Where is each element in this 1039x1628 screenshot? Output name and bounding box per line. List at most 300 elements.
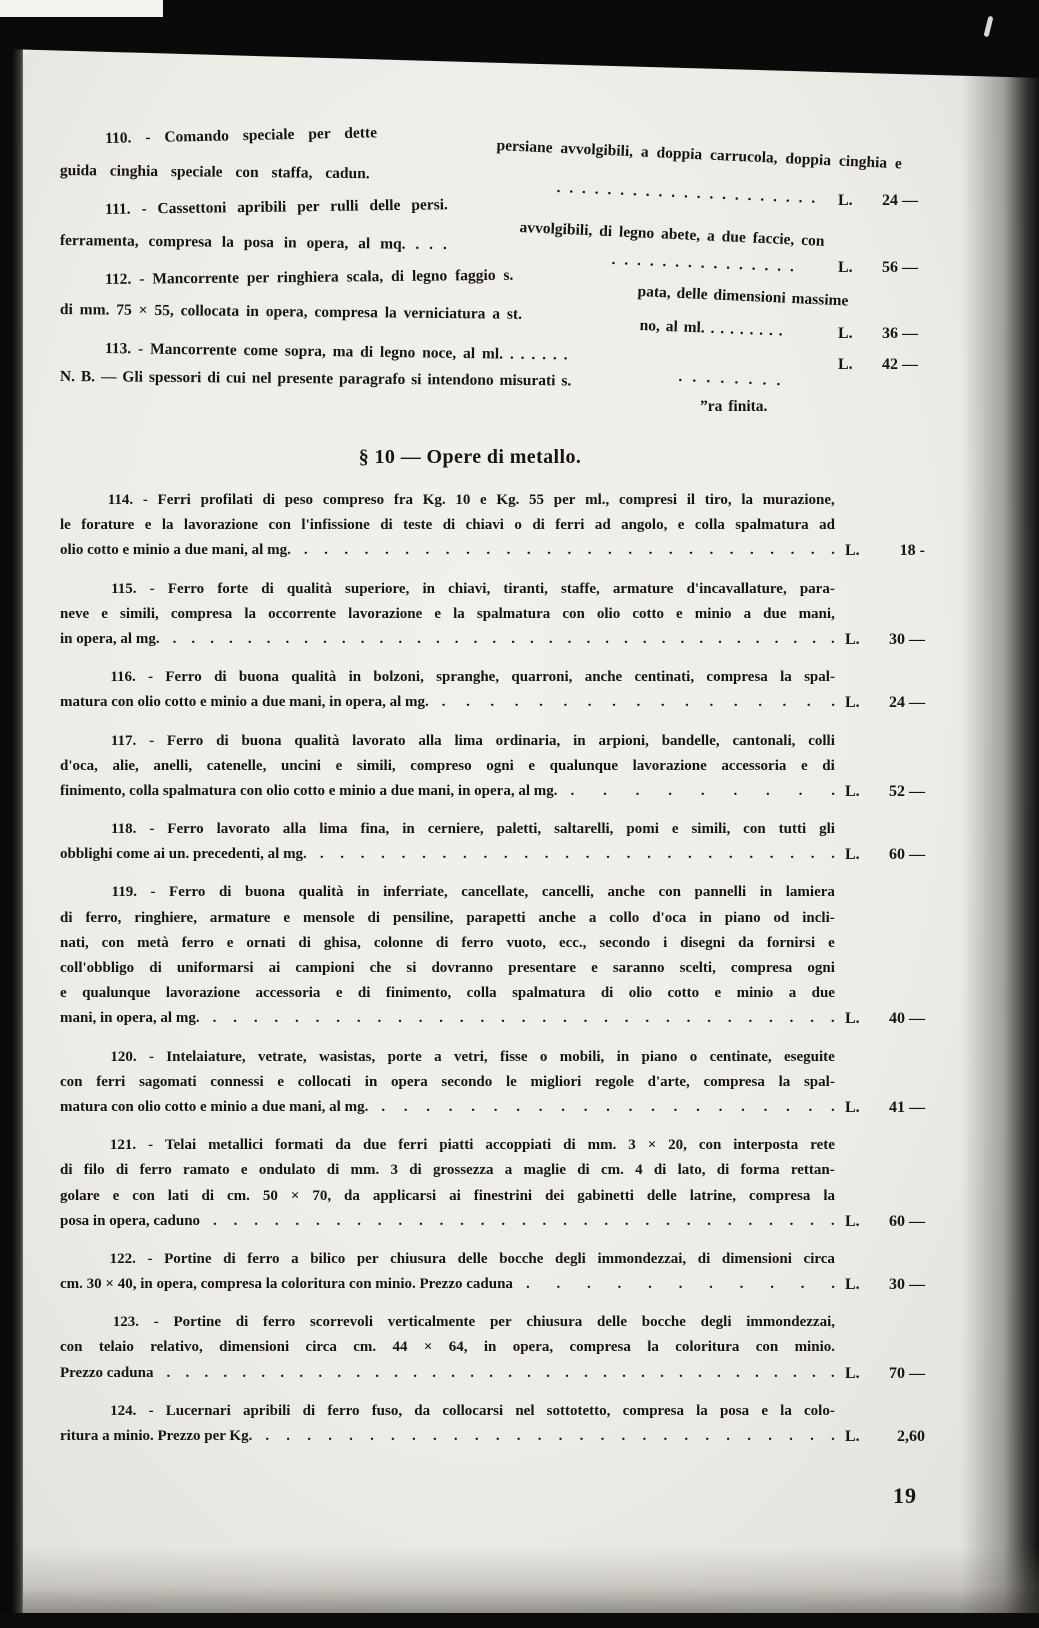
first-line-indent — [60, 1247, 98, 1272]
word: la — [741, 492, 753, 508]
word: disegni — [680, 934, 726, 951]
leader-dot: . — [789, 1428, 793, 1444]
word: 20, — [668, 1137, 687, 1154]
leader-dot: . — [295, 1212, 300, 1229]
leader-dot: . — [567, 542, 572, 559]
intro-line: 111. - Cassettoni apribili per rulli delle persi. — [105, 196, 449, 218]
leader-dot: . — [233, 1212, 238, 1229]
word: - — [148, 669, 154, 686]
leader-dot: . — [454, 630, 459, 647]
dot-leader — [213, 1209, 835, 1234]
word: 44 — [392, 1339, 408, 1356]
intro-line: 112. - Mancorrente per ringhiera scala, di legno faggio s. — [105, 266, 514, 288]
leader-dot: . — [811, 1364, 816, 1381]
item-price — [845, 690, 925, 715]
word: d'incavallature, — [686, 580, 787, 597]
price-value: 24 — — [889, 694, 925, 712]
leader-dot: . — [680, 630, 685, 647]
leader-dot: . — [790, 542, 795, 559]
word: fisse — [500, 1048, 528, 1065]
word: di — [577, 1162, 590, 1179]
leader-dot: . — [418, 1010, 423, 1027]
price-currency: L. — [845, 1098, 860, 1116]
word: opera — [391, 1073, 428, 1090]
word: lavorazione — [632, 757, 707, 774]
item-line — [60, 906, 835, 931]
item-price — [845, 1361, 925, 1386]
word: e — [226, 934, 234, 951]
dot-leader: · · · · · · · · — [677, 372, 784, 394]
word: e — [671, 821, 679, 838]
intro-line: no, al ml. . . . . . . . . — [639, 317, 784, 340]
leader-dot: . — [295, 1010, 299, 1027]
word: e — [335, 757, 343, 774]
word: armature — [612, 580, 674, 597]
leader-dot: . — [459, 1010, 464, 1027]
intro-price — [838, 325, 918, 343]
leader-dot: . — [774, 630, 779, 647]
price-value: 70 — — [889, 1364, 925, 1382]
word: para- — [799, 580, 835, 597]
word: colli — [808, 732, 835, 749]
word: colo- — [804, 1402, 835, 1419]
item-line — [60, 931, 835, 956]
leader-dot: . — [709, 542, 714, 559]
word: arpioni, — [598, 732, 649, 749]
item-line — [60, 513, 835, 538]
tariff-item-115 — [60, 577, 925, 653]
item-line — [60, 1006, 835, 1031]
leader-dot: . — [624, 1212, 629, 1229]
word: la — [161, 517, 174, 534]
word: applicarsi — [372, 1187, 437, 1204]
word: i — [663, 934, 668, 951]
word: cantonali, — [732, 732, 796, 749]
leader-dot: . — [341, 630, 346, 647]
word: presentare — [508, 960, 576, 976]
leader-dot: . — [628, 1098, 633, 1115]
leader-dot: . — [563, 1212, 567, 1229]
leader-dot: . — [526, 542, 531, 559]
word: tutti — [778, 821, 807, 838]
leader-dot: . — [786, 1098, 790, 1115]
leader-dot: . — [524, 846, 529, 863]
word: occorrente — [268, 605, 337, 622]
leader-dot: . — [766, 782, 770, 799]
word: secondo — [599, 934, 651, 951]
leader-dot: . — [435, 630, 440, 647]
leader-dot: . — [539, 694, 543, 711]
item-line — [60, 627, 835, 652]
tariff-item-124 — [60, 1399, 925, 1449]
word: ondulato — [258, 1162, 316, 1179]
leader-dot: . — [810, 846, 815, 863]
first-line-indent — [60, 1045, 98, 1070]
word: 122. — [109, 1250, 136, 1267]
item-text — [60, 817, 835, 867]
leader-dot: . — [565, 846, 569, 863]
word: spalmatura — [476, 605, 551, 622]
word: di — [409, 1162, 422, 1179]
leader-dot: . — [583, 1010, 588, 1027]
item-price — [845, 1209, 925, 1234]
word: di — [216, 732, 229, 749]
word: chiavi, — [448, 580, 491, 597]
leader-dot: . — [769, 1010, 773, 1027]
leader-dot: . — [624, 630, 628, 647]
leader-dot: . — [379, 630, 384, 647]
leader-dot: . — [583, 1212, 588, 1229]
leader-dot: . — [525, 1276, 530, 1293]
word: Portine — [164, 1250, 212, 1267]
word: la — [453, 605, 465, 622]
word: peso — [284, 492, 314, 508]
dot-leader — [570, 779, 835, 804]
leader-dot: . — [806, 694, 811, 711]
leader-dot: . — [699, 630, 704, 647]
word: ad — [594, 517, 611, 534]
word: lima — [454, 732, 483, 749]
word: spal- — [803, 1073, 835, 1090]
word: regole — [595, 1073, 634, 1090]
word: gabinetti — [577, 1187, 634, 1204]
word: a — [434, 1048, 442, 1065]
item-line-text: matura con olio cotto e minio a due mani, al mg. — [60, 1098, 369, 1115]
leader-dot: . — [628, 542, 633, 559]
word: Intelaiature, — [166, 1048, 246, 1065]
leader-dot: . — [679, 1364, 683, 1381]
word: pensiline, — [392, 909, 454, 926]
dot-leader: . . . . . . . . . . . . . . . . . . . . . — [556, 179, 819, 207]
leader-dot: . — [831, 782, 835, 799]
word: bocche — [499, 1250, 544, 1267]
leader-dot: . — [648, 542, 653, 559]
leader-dot: . — [486, 542, 491, 559]
word: spalmatura — [735, 517, 809, 534]
leader-dot: . — [728, 846, 733, 863]
price-currency: L. — [845, 630, 860, 648]
leader-dot: . — [668, 782, 673, 799]
word: di — [262, 492, 276, 508]
word: incli- — [802, 909, 835, 926]
price-value: 30 — — [889, 1276, 925, 1294]
word: 50 — [262, 1187, 278, 1204]
leader-dot: . — [537, 1428, 542, 1444]
first-line-indent — [60, 1133, 98, 1158]
word: compresa — [569, 1339, 631, 1356]
price-currency: L. — [845, 1212, 860, 1230]
intro-line: pata, delle dimensioni massime — [637, 283, 849, 310]
leader-dot: . — [384, 542, 389, 559]
word: o — [539, 1048, 548, 1065]
price-value: 42 — — [882, 356, 918, 373]
word: compresa — [622, 1402, 684, 1419]
item-price — [845, 779, 925, 804]
word: la — [696, 1402, 708, 1419]
word: ferro — [263, 1314, 296, 1331]
word: relativo, — [150, 1339, 203, 1356]
leader-dot: . — [546, 1364, 550, 1381]
leader-dot: . — [685, 694, 689, 711]
leader-dot: . — [789, 1010, 794, 1027]
leader-dot: . — [603, 1364, 607, 1381]
word: l'infissione — [301, 517, 370, 534]
word: Kg. — [496, 492, 520, 508]
price-currency: L. — [845, 694, 860, 712]
word: quarroni, — [511, 669, 573, 686]
leader-dot: . — [729, 542, 734, 559]
leader-dot: . — [266, 630, 271, 647]
page-content — [60, 0, 925, 1628]
word: ecc., — [558, 934, 587, 951]
word: ferro, — [85, 909, 122, 926]
word: ramato — [183, 1162, 230, 1179]
intro-line: avvolgibili, di legno abete, a due faccie, con — [519, 219, 825, 250]
leader-dot: . — [542, 1010, 547, 1027]
leader-dot: . — [663, 1428, 668, 1444]
leader-dot: . — [439, 1010, 444, 1027]
intro-line: ferramenta, compresa la posa in opera, al mq. . . . — [59, 232, 447, 254]
word: la — [823, 1187, 835, 1204]
leader-dot: . — [624, 1010, 629, 1027]
leader-dot: . — [668, 542, 673, 559]
leader-dot: . — [718, 1098, 723, 1115]
word: la — [778, 1073, 791, 1090]
word: mensole — [302, 909, 355, 926]
word: cm. — [227, 1187, 250, 1204]
word: con — [60, 1073, 83, 1090]
leader-dot: . — [707, 1212, 712, 1229]
leader-dot: . — [684, 1428, 689, 1444]
leader-dot: . — [736, 1364, 740, 1381]
leader-dot: . — [768, 1428, 772, 1444]
word: a — [504, 1162, 513, 1179]
price-value: 30 — — [889, 630, 925, 648]
first-line-indent — [60, 665, 98, 690]
word: migliori — [530, 1073, 582, 1090]
word: lavorato — [216, 821, 270, 838]
word: in — [402, 821, 415, 838]
word: e — [434, 605, 442, 622]
leader-dot: . — [417, 630, 421, 647]
leader-dot: . — [705, 1428, 710, 1444]
price-currency: L. — [845, 1427, 860, 1445]
word: e — [761, 1402, 768, 1419]
leader-dot: . — [749, 846, 754, 863]
leader-dot: . — [708, 846, 713, 863]
left-edge-scan-border — [0, 0, 23, 1628]
word: Kg. — [422, 492, 446, 508]
leader-dot: . — [770, 542, 775, 559]
leader-dot: . — [831, 542, 835, 559]
word: chiusura — [390, 1250, 446, 1267]
leader-dot: . — [700, 782, 705, 799]
item-line — [60, 602, 835, 627]
leader-dot: . — [769, 1212, 773, 1229]
leader-dot: . — [547, 542, 551, 559]
leader-dot: . — [405, 542, 409, 559]
word: da — [414, 1402, 431, 1419]
tariff-item-118 — [60, 817, 925, 867]
leader-dot: . — [562, 1010, 567, 1027]
price-value: 24 — — [882, 192, 918, 209]
item-line — [60, 1133, 835, 1158]
word: uncini — [280, 757, 321, 774]
leader-dot: . — [425, 542, 430, 559]
word: alla — [418, 732, 442, 749]
word: anche — [584, 669, 623, 686]
price-currency: L. — [838, 325, 853, 342]
word: cotto — [667, 985, 700, 1002]
word: collocarsi — [442, 1402, 504, 1419]
word: vetri, — [453, 1048, 488, 1065]
word: dei — [545, 1187, 565, 1204]
leader-dot: . — [451, 1364, 455, 1381]
leader-dot: . — [636, 694, 641, 711]
item-line — [60, 1184, 835, 1209]
word: le — [505, 1073, 517, 1090]
word: compreso — [322, 492, 385, 508]
leader-dot: . — [370, 1428, 374, 1444]
word: scorrevoli — [309, 1314, 373, 1331]
leader-dot: . — [398, 1212, 403, 1229]
leader-dot: . — [473, 630, 478, 647]
leader-dot: . — [673, 1098, 678, 1115]
leader-dot: . — [426, 1098, 431, 1115]
word: con — [658, 884, 681, 901]
word: lamiera — [785, 884, 835, 901]
item-line — [60, 1424, 835, 1449]
word: metà — [137, 934, 169, 951]
leader-dot: . — [800, 1276, 805, 1293]
word: - — [148, 1402, 154, 1419]
word: centinati, — [634, 669, 695, 686]
word: formati — [274, 1137, 324, 1154]
intro-line: ”ra finita. — [700, 398, 768, 415]
leader-dot: . — [689, 542, 693, 559]
word: ai — [449, 1187, 461, 1204]
leader-dot: . — [493, 1098, 498, 1115]
word: - — [149, 732, 155, 749]
tariff-item-119 — [60, 880, 925, 1031]
word: ferri — [96, 1073, 126, 1090]
word: e — [283, 909, 291, 926]
leader-dot: . — [490, 694, 495, 711]
leader-dot: . — [360, 846, 365, 863]
word: buona — [241, 732, 282, 749]
word: 123. — [112, 1314, 139, 1331]
word: in — [348, 669, 362, 686]
word: di — [380, 517, 393, 534]
leader-dot: . — [274, 1212, 279, 1229]
word: mm. — [587, 1137, 617, 1154]
word: - — [149, 821, 155, 838]
word: centinate, — [709, 1048, 772, 1065]
leader-dot: . — [466, 542, 470, 559]
leader-dot: . — [645, 1212, 650, 1229]
word: simili, — [356, 757, 396, 774]
word: Ferro — [169, 884, 206, 901]
leader-dot: . — [495, 1428, 500, 1444]
item-line — [60, 538, 835, 563]
price-value: 18 - — [899, 542, 925, 560]
item-line-text: matura con olio cotto e minio a due mani, in opera, al mg. — [60, 694, 429, 711]
word: di — [357, 985, 371, 1002]
leader-dot: . — [340, 846, 345, 863]
word: piano — [724, 909, 761, 926]
word: accoppiati — [485, 1137, 552, 1154]
leader-dot: . — [621, 1428, 626, 1444]
leader-dot: . — [810, 1010, 815, 1027]
leader-dot: . — [556, 1276, 561, 1293]
word: collocati — [297, 1073, 352, 1090]
leader-dot: . — [412, 1428, 416, 1444]
leader-dot: . — [563, 694, 568, 711]
word: ogni — [807, 960, 835, 976]
leader-dot: . — [666, 1010, 670, 1027]
word: saranno — [612, 960, 665, 976]
leader-dot: . — [448, 1098, 453, 1115]
word: anche — [607, 884, 645, 901]
word: olio — [628, 985, 653, 1002]
word: di — [149, 960, 162, 976]
leader-dot: . — [667, 846, 672, 863]
word: simili, — [120, 605, 159, 622]
word: di — [442, 517, 456, 534]
word: - — [147, 1250, 153, 1267]
leader-dot: . — [356, 1364, 361, 1381]
leader-dot: . — [442, 846, 447, 863]
word: 70, — [312, 1187, 332, 1204]
word: Telai — [165, 1137, 197, 1154]
word: minio — [736, 985, 774, 1002]
leader-dot: . — [480, 1212, 485, 1229]
leader-dot: . — [727, 1212, 732, 1229]
leader-dot: . — [660, 694, 665, 711]
word: rete — [810, 1137, 835, 1154]
dot-leader — [526, 1272, 835, 1297]
leader-dot: . — [336, 1010, 340, 1027]
word: spal- — [804, 669, 835, 686]
leader-dot: . — [793, 630, 798, 647]
word: armature — [209, 909, 271, 926]
word: Ferri — [157, 492, 191, 508]
price-value: 60 — — [889, 846, 925, 864]
word: opera, — [512, 1339, 554, 1356]
leader-dot: . — [770, 1276, 774, 1293]
leader-dot: . — [831, 1428, 835, 1444]
leader-dot: . — [687, 846, 692, 863]
leader-dot: . — [462, 846, 467, 863]
leader-dot: . — [247, 630, 252, 647]
word: cm. — [600, 1162, 624, 1179]
word: superiore, — [345, 580, 410, 597]
word: la — [647, 1339, 659, 1356]
leader-dot: . — [508, 1364, 512, 1381]
word: di — [600, 985, 614, 1002]
word: ad — [819, 517, 835, 534]
leader-dot: . — [686, 1212, 691, 1229]
leader-dot: . — [736, 630, 741, 647]
item-line — [60, 488, 835, 513]
word: 3 — [628, 1137, 636, 1154]
word: rettan- — [790, 1162, 835, 1179]
leader-dot: . — [323, 630, 327, 647]
word: 118. — [110, 821, 137, 838]
leader-dot: . — [445, 542, 450, 559]
word: bocche — [641, 1314, 686, 1331]
word: circa — [803, 1250, 835, 1267]
